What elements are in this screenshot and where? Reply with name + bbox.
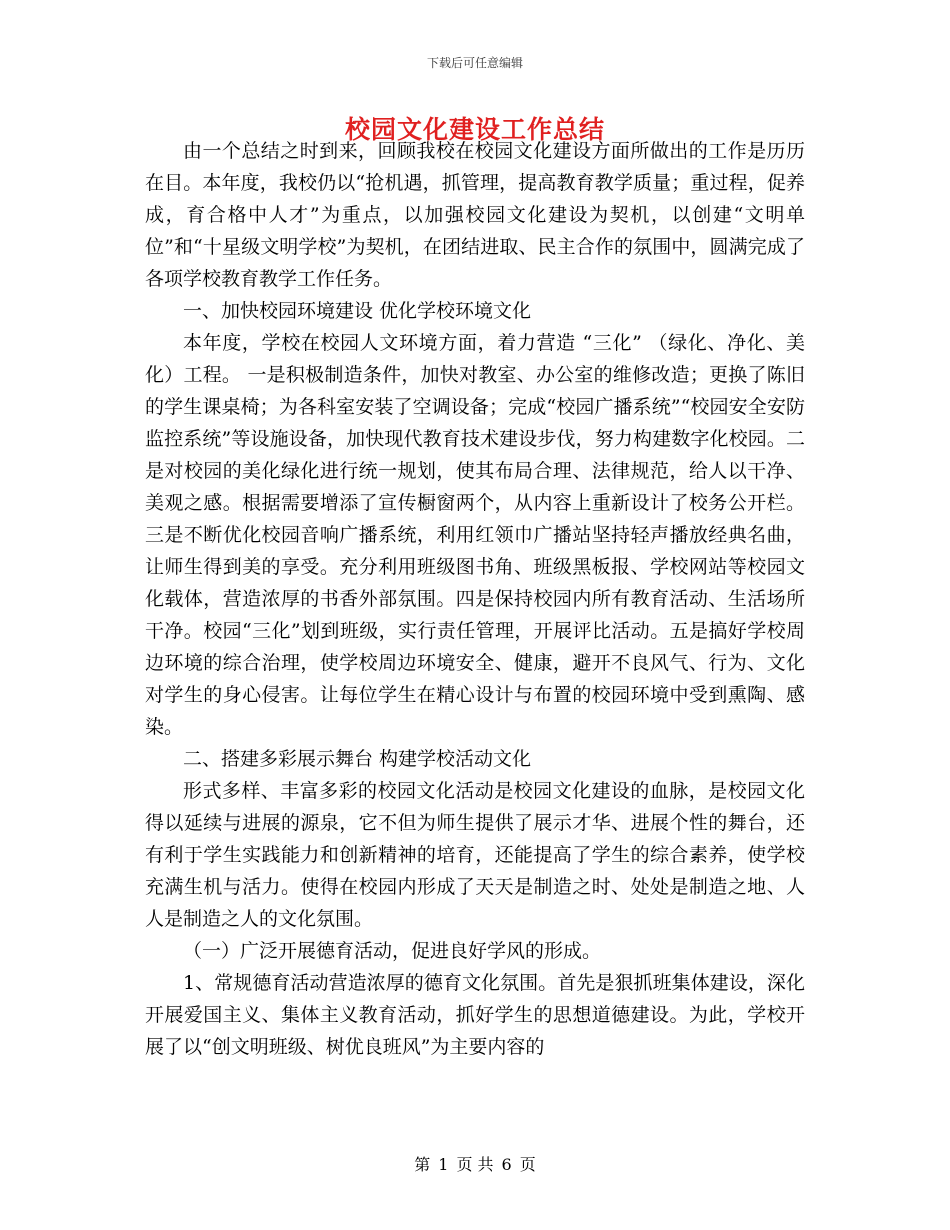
paragraph-moral-education: 1、常规德育活动营造浓厚的德育文化氛围。首先是狠抓班集体建设，深化开展爱国主义、集体主义教育活动，抓好学生的思想道德建设。为此，学校开展了以“创文明班级、树优良班风”为主要内容的 [145,972,805,1058]
paragraph-intro: 由一个总结之时到来，回顾我校在校园文化建设方面所做出的工作是历历在目。本年度，我校仍以“抢机遇，抓管理，提高教育教学质量；重过程，促养成，育合格中人才”为重点，以加强校园文化建设为契机，以创建“文明单位”和“十星级文明学校”为契机，在团结进取、民主合作的氛围中，圆满完成了各项学校教育教学工作任务。 [145,140,805,290]
document-body [145,135,805,1063]
section-heading-1: 一、加快校园环境建设 优化学校环境文化 [183,300,532,322]
paragraph-environment: 本年度，学校在校园人文环境方面，着力营造 “三化” （绿化、净化、美化）工程。 一是积极制造条件，加快对教室、办公室的维修改造；更换了陈旧的学生课桌椅；为各科室安装了空调设备；完成“校园广播系统”“校园安全安防监控系统”等设施设备，加快现代教育技术建设步伐，努力构建数字化校园。二是对校园的美化绿化进行统一规划，使其布局合理、法律规范，给人以干净、美观之感。根据需要增添了宣传橱窗两个，从内容上重新设计了校务公开栏。 三是不断优化校园音响广播系统，利用红领巾广播站坚持轻声播放经典名曲，让师生得到美的享受。充分利用班级图书角、班级黑板报、学校网站等校园文化载体，营造浓厚的书香外部氛围。四是保持校园内所有教育活动、生活场所干净。校园“三化”划到班级，实行责任管理，开展评比活动。五是搞好学校周边环境的综合治理，使学校周边环境安全、健康，避开不良风气、行为、文化对学生的身心侵害。让每位学生在精心设计与布置的校园环境中受到熏陶、感染。 [145,332,805,738]
footer-suffix: 页 [519,1155,536,1174]
footer-total-pages: 6 [501,1155,512,1174]
header-note: 下载后可任意编辑 [426,56,523,70]
footer-prefix: 第 [414,1155,431,1174]
paragraph-activities: 形式多样、丰富多彩的校园文化活动是校园文化建设的血脉，是校园文化得以延续与进展的源泉，它不但为师生提供了展示才华、进展个性的舞台，还有利于学生实践能力和创新精神的培育，还能提高了学生的综合素养，使学校充满生机与活力。使得在校园内形成了天天是制造之时、处处是制造之地、人人是制造之人的文化氛围。 [145,780,805,930]
subsection-heading-1: （一）广泛开展德育活动，促进良好学风的形成。 [183,940,602,962]
page-footer [0,1152,950,1175]
document-title: 校园文化建设工作总结 [344,115,605,144]
section-heading-2: 二、搭建多彩展示舞台 构建学校活动文化 [183,748,532,770]
footer-page-number: 1 [438,1155,449,1174]
footer-mid: 页 共 [456,1155,494,1174]
